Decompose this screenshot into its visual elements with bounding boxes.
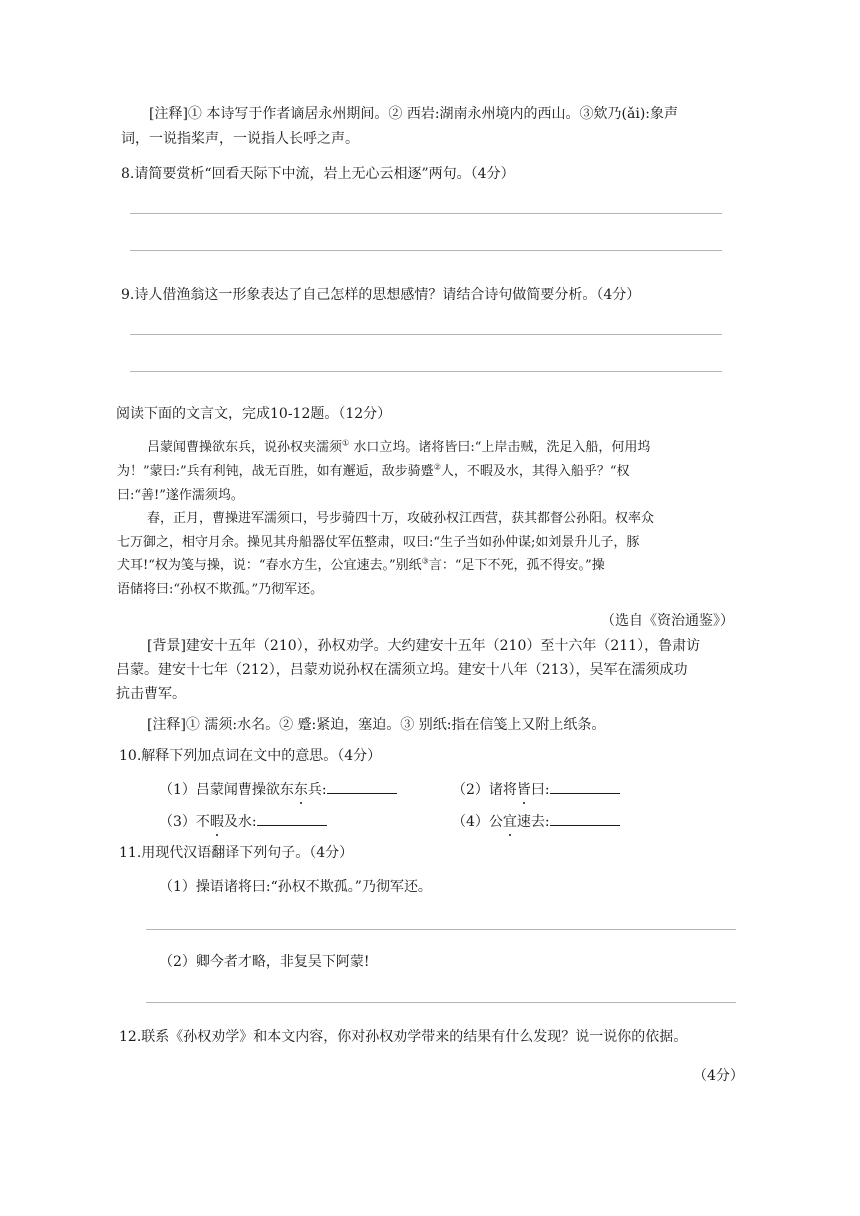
passage-line — [147, 438, 650, 458]
q10-item-1 — [159, 779, 397, 800]
dotted-word: 皆 — [516, 782, 531, 798]
item-text: （1）吕蒙闻曹操欲东 — [159, 782, 294, 798]
footnote-marker: ③ — [421, 556, 429, 566]
answer-line[interactable] — [130, 334, 722, 335]
passage-text: 言：“足下不死，孤不得安。”操 — [428, 558, 605, 573]
background-line-1: [背景]建安十五年（210），孙权劝学。大约建安十五年（210）至十六年（211），鲁肃访 — [147, 638, 701, 654]
item-text: 曰: — [530, 782, 550, 798]
q10-item-3 — [159, 811, 327, 832]
question-11: 11.用现代汉语翻译下列句子。（4分） — [119, 845, 354, 861]
footnote-marker: ② — [433, 462, 441, 472]
footnote-marker: ① — [342, 438, 350, 448]
passage-line: 春，正月，曹操进军濡须口，号步骑四十万，攻破孙权江西营，获其都督公孙阳。权率众 — [147, 511, 655, 526]
background-line-2: 吕蒙。建安十七年（212），吕蒙劝说孙权在濡须立坞。建安十八年（213），吴军在濡须成功 — [116, 662, 688, 678]
question-10: 10.解释下列加点词在文中的意思。（4分） — [119, 748, 382, 764]
answer-line[interactable] — [130, 250, 722, 251]
reading-intro: 阅读下面的文言文，完成10-12题。（12分） — [116, 406, 392, 422]
poem-note-line-2: 词，一说指桨声，一说指人长呼之声。 — [121, 131, 359, 147]
item-text: （4）公 — [452, 814, 503, 830]
passage-text: 水口立坞。诸将皆曰:“上岸击贼，洗足入船，何用坞 — [349, 440, 651, 455]
answer-line[interactable] — [130, 213, 722, 214]
answer-blank[interactable] — [327, 779, 397, 794]
question-8: 8.请简要赏析“回看天际下中流，岩上无心云相逐”两句。（4分） — [121, 166, 515, 182]
q11-item-1: （1）操语诸将曰:“孙权不欺孤。”乃彻军还。 — [159, 879, 432, 895]
passage-text: 为！”蒙曰:”兵有利钝，战无百胜，如有邂逅，敌步骑蹙 — [117, 464, 434, 479]
passage-text: 人，不暇及水，其得入船乎？“权 — [440, 464, 630, 479]
question-12-score: （4分） — [693, 1068, 744, 1084]
dotted-word: 宜 — [502, 814, 517, 830]
item-text: （3）不 — [159, 814, 210, 830]
question-12: 12.联系《孙权劝学》和本文内容，你对孙权劝学带来的结果有什么发现？说一说你的依据。 — [119, 1029, 688, 1045]
passage-line: 语储将曰:“孙权不欺孤。”乃彻军还。 — [117, 582, 324, 597]
item-text: 兵: — [307, 782, 327, 798]
q11-item-2: （2）卿今者才略，非复吴下阿蒙! — [159, 954, 370, 970]
answer-blank[interactable] — [550, 811, 620, 826]
passage-line: 七万御之，相守月余。操见其舟船器仗军伍整肃，叹曰:“生子当如孙仲谋;如刘景升儿子，豚 — [117, 535, 640, 550]
answer-blank[interactable] — [257, 811, 327, 826]
passage-line — [117, 556, 605, 576]
answer-line[interactable] — [146, 929, 736, 930]
question-9: 9.诗人借渔翁这一形象表达了自己怎样的思想感情？请结合诗句做简要分析。（4分） — [121, 287, 641, 303]
passage-line — [117, 462, 630, 482]
item-text: （2）诸将 — [452, 782, 517, 798]
passage-line: 曰:“善!”遂作濡须坞。 — [117, 488, 244, 503]
background-line-3: 抗击曹军。 — [116, 686, 186, 702]
source-citation: （选自《资治通鉴》） — [601, 613, 734, 629]
answer-blank[interactable] — [550, 779, 620, 794]
answer-line[interactable] — [146, 1002, 736, 1003]
item-text: 及水: — [223, 814, 257, 830]
poem-note-line-1: [注释]① 本诗写于作者谪居永州期间。② 西岩:湖南永州境内的西山。③欸乃(ǎi):象声 — [149, 106, 679, 122]
passage-text: 犬耳!“权为笺与操，说：“春水方生，公宜速去。”别纸 — [117, 558, 422, 573]
dotted-word: 东 — [293, 782, 308, 798]
passage-note: [注释]① 濡须:水名。② 蹙:紧迫，塞迫。③ 别纸:指在信笺上又附上纸条。 — [147, 717, 606, 733]
dotted-word: 暇 — [209, 814, 224, 830]
q10-item-4 — [452, 811, 620, 832]
passage-text: 吕蒙闻曹操欲东兵，说孙权夹濡须 — [147, 440, 343, 455]
answer-line[interactable] — [130, 371, 722, 372]
item-text: 速去: — [516, 814, 550, 830]
q10-item-2 — [452, 779, 620, 800]
